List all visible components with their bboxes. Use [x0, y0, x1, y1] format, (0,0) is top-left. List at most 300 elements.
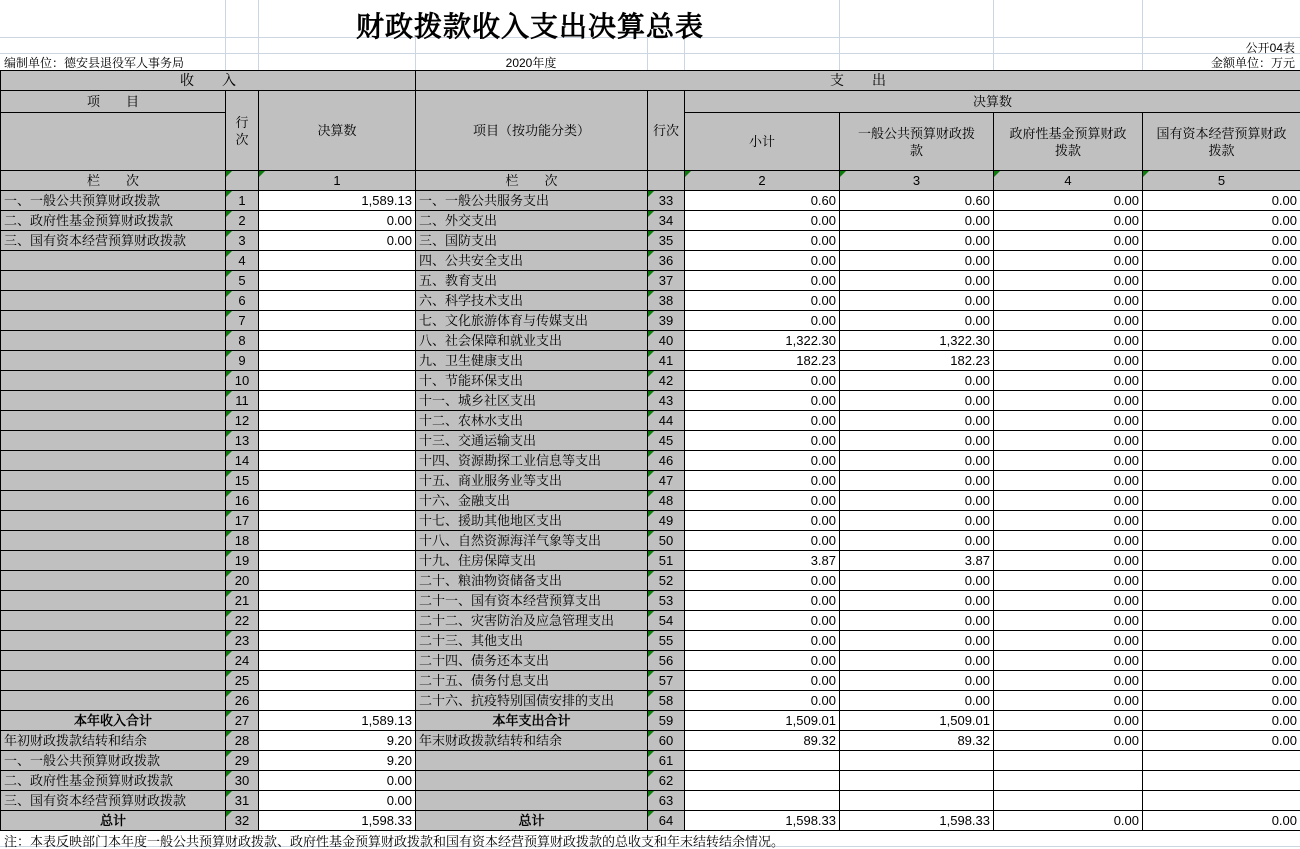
- expense-rowno-cell: 54: [648, 611, 685, 631]
- cell-flag-triangle-icon: [226, 331, 232, 337]
- expense-govfund-cell: 0.00: [994, 671, 1143, 691]
- income-item-cell: [1, 291, 226, 311]
- cell-flag-triangle-icon: [226, 691, 232, 697]
- expense-general-cell: 1,322.30: [840, 331, 994, 351]
- expense-item-cell: 总计: [416, 811, 648, 831]
- expense-statecap-cell: 0.00: [1143, 291, 1300, 311]
- income-rowno-cell: 25: [226, 671, 259, 691]
- expense-statecap-cell: 0.00: [1143, 271, 1300, 291]
- table-row: [1, 711, 1300, 731]
- income-rowno-cell: 14: [226, 451, 259, 471]
- table-row: [1, 271, 1300, 291]
- fiscal-year: 2020年度: [505, 56, 557, 70]
- cell-flag-triangle-icon: [648, 591, 654, 597]
- expense-govfund-cell: 0.00: [994, 331, 1143, 351]
- income-item-cell: [1, 371, 226, 391]
- expense-item-cell: 二十、粮油物资储备支出: [416, 571, 648, 591]
- expense-govfund-cell: 0.00: [994, 491, 1143, 511]
- expense-subtotal-cell: [685, 771, 840, 791]
- expense-govfund-cell: 0.00: [994, 731, 1143, 751]
- income-rowno-cell: 26: [226, 691, 259, 711]
- expense-rowno-cell: 49: [648, 511, 685, 531]
- income-item-cell: 年初财政拨款结转和结余: [1, 731, 226, 751]
- expense-amount-header: 决算数: [685, 91, 1300, 113]
- income-rowno-cell: 28: [226, 731, 259, 751]
- cell-flag-triangle-icon: [226, 591, 232, 597]
- cell-flag-triangle-icon: [994, 171, 1000, 177]
- cell-flag-triangle-icon: [226, 531, 232, 537]
- expense-subtotal-cell: [685, 751, 840, 771]
- income-rowno-cell: 20: [226, 571, 259, 591]
- income-item-cell: [1, 431, 226, 451]
- amount-unit: 金额单位：万元: [1210, 56, 1295, 70]
- gridline: [1142, 0, 1143, 70]
- income-value-cell: 1,598.33: [259, 811, 416, 831]
- income-item-cell: [1, 311, 226, 331]
- expense-statecap-cell: 0.00: [1143, 611, 1300, 631]
- expense-subtotal-cell: 0.00: [685, 411, 840, 431]
- expense-statecap-cell: [1143, 751, 1300, 771]
- gov-fund-header: 政府性基金预算财政拨款: [994, 113, 1143, 171]
- expense-rowno-cell: 52: [648, 571, 685, 591]
- expense-subtotal-cell: 0.00: [685, 391, 840, 411]
- expense-govfund-cell: 0.00: [994, 411, 1143, 431]
- income-rowno-cell: 21: [226, 591, 259, 611]
- expense-govfund-cell: 0.00: [994, 431, 1143, 451]
- expense-subtotal-cell: 0.00: [685, 251, 840, 271]
- expense-rowno-cell: 33: [648, 191, 685, 211]
- income-item-cell: [1, 331, 226, 351]
- expense-item-header: 项目（按功能分类）: [416, 91, 648, 171]
- income-item-cell: [1, 511, 226, 531]
- expense-statecap-cell: 0.00: [1143, 391, 1300, 411]
- expense-item-cell: 三、国防支出: [416, 231, 648, 251]
- expense-item-cell: 十、节能环保支出: [416, 371, 648, 391]
- cell-flag-triangle-icon: [648, 571, 654, 577]
- expense-rowno-cell: 34: [648, 211, 685, 231]
- expense-general-cell: 0.00: [840, 271, 994, 291]
- expense-govfund-cell: 0.00: [994, 611, 1143, 631]
- income-item-cell: [1, 271, 226, 291]
- expense-govfund-cell: 0.00: [994, 351, 1143, 371]
- subtotal-header: 小计: [685, 113, 840, 171]
- footnote: 注：本表反映部门本年度一般公共预算财政拨款、政府性基金预算财政拨款和国有资本经营预算财政拨款的总收支和年末结转结余情况。: [4, 834, 785, 849]
- expense-govfund-cell: [994, 771, 1143, 791]
- expense-item-cell: [416, 771, 648, 791]
- table-row: [1, 551, 1300, 571]
- expense-subtotal-cell: 0.00: [685, 511, 840, 531]
- expense-item-cell: 十三、交通运输支出: [416, 431, 648, 451]
- expense-general-cell: [840, 791, 994, 811]
- table-row: [1, 531, 1300, 551]
- income-rowno-cell: 11: [226, 391, 259, 411]
- cell-flag-triangle-icon: [226, 511, 232, 517]
- cell-flag-triangle-icon: [648, 371, 654, 377]
- cell-flag-triangle-icon: [648, 251, 654, 257]
- expense-rowno-cell: 44: [648, 411, 685, 431]
- table-row: [1, 191, 1300, 211]
- expense-item-cell: 二十一、国有资本经营预算支出: [416, 591, 648, 611]
- cell-flag-triangle-icon: [226, 291, 232, 297]
- expense-general-cell: [840, 771, 994, 791]
- income-value-cell: 0.00: [259, 771, 416, 791]
- compiling-unit: 编制单位：德安县退役军人事务局: [4, 56, 185, 70]
- cell-flag-triangle-icon: [648, 311, 654, 317]
- income-rowno-cell: 5: [226, 271, 259, 291]
- income-rowno-cell: 6: [226, 291, 259, 311]
- expense-general-cell: [840, 751, 994, 771]
- expense-item-cell: 一、一般公共服务支出: [416, 191, 648, 211]
- expense-item-cell: 五、教育支出: [416, 271, 648, 291]
- cell-flag-triangle-icon: [226, 571, 232, 577]
- cell-flag-triangle-icon: [648, 491, 654, 497]
- income-rowno-cell: 10: [226, 371, 259, 391]
- table-row: [1, 771, 1300, 791]
- expense-subtotal-cell: 1,598.33: [685, 811, 840, 831]
- expense-rowno-cell: 40: [648, 331, 685, 351]
- expense-govfund-cell: 0.00: [994, 291, 1143, 311]
- final-accounts-table: [0, 70, 1300, 831]
- table-row: [1, 371, 1300, 391]
- cell-flag-triangle-icon: [648, 731, 654, 737]
- table-row: [1, 491, 1300, 511]
- expense-item-cell: 二十四、债务还本支出: [416, 651, 648, 671]
- expense-general-cell: 0.00: [840, 371, 994, 391]
- expense-subtotal-cell: 0.00: [685, 611, 840, 631]
- table-row: [1, 211, 1300, 231]
- cell-flag-triangle-icon: [648, 431, 654, 437]
- income-rowno-cell: 19: [226, 551, 259, 571]
- expense-statecap-cell: 0.00: [1143, 351, 1300, 371]
- colindex-2-label: 2: [758, 173, 766, 188]
- income-rowno-cell: 16: [226, 491, 259, 511]
- expense-govfund-cell: 0.00: [994, 571, 1143, 591]
- income-item-header-spacer: [1, 113, 226, 171]
- income-item-cell: [1, 691, 226, 711]
- expense-subtotal-cell: 0.00: [685, 291, 840, 311]
- expense-item-cell: 二十六、抗疫特别国债安排的支出: [416, 691, 648, 711]
- expense-statecap-cell: [1143, 771, 1300, 791]
- cell-flag-triangle-icon: [840, 171, 846, 177]
- income-item-cell: [1, 611, 226, 631]
- expense-subtotal-cell: 0.00: [685, 211, 840, 231]
- income-value-cell: [259, 531, 416, 551]
- expense-subtotal-cell: 1,322.30: [685, 331, 840, 351]
- income-item-cell: 一、一般公共预算财政拨款: [1, 751, 226, 771]
- income-value-cell: [259, 251, 416, 271]
- expense-general-cell: 1,598.33: [840, 811, 994, 831]
- income-value-cell: [259, 571, 416, 591]
- expense-subtotal-cell: 3.87: [685, 551, 840, 571]
- cell-flag-triangle-icon: [226, 171, 232, 177]
- income-value-cell: [259, 431, 416, 451]
- expense-rowno-cell: 62: [648, 771, 685, 791]
- table-row: [1, 451, 1300, 471]
- cell-flag-triangle-icon: [648, 191, 654, 197]
- expense-general-cell: 0.60: [840, 191, 994, 211]
- cell-flag-triangle-icon: [648, 451, 654, 457]
- income-rowno-cell: 31: [226, 791, 259, 811]
- expense-govfund-cell: [994, 751, 1143, 771]
- expense-general-cell: 0.00: [840, 291, 994, 311]
- expense-statecap-cell: 0.00: [1143, 251, 1300, 271]
- income-rowno-cell: 18: [226, 531, 259, 551]
- expense-rowno-cell: 36: [648, 251, 685, 271]
- expense-subtotal-cell: 0.00: [685, 471, 840, 491]
- income-item-cell: [1, 651, 226, 671]
- expense-statecap-cell: 0.00: [1143, 531, 1300, 551]
- expense-rowno-cell: 60: [648, 731, 685, 751]
- expense-govfund-cell: [994, 791, 1143, 811]
- expense-statecap-cell: 0.00: [1143, 711, 1300, 731]
- expense-general-cell: 0.00: [840, 391, 994, 411]
- expense-item-cell: 四、公共安全支出: [416, 251, 648, 271]
- income-rowno-header: 行次: [226, 91, 259, 171]
- expense-statecap-cell: 0.00: [1143, 231, 1300, 251]
- colindex-1: [259, 171, 416, 191]
- cell-flag-triangle-icon: [648, 231, 654, 237]
- income-item-header: 项 目: [1, 91, 226, 113]
- cell-flag-triangle-icon: [648, 511, 654, 517]
- income-value-cell: [259, 271, 416, 291]
- expense-statecap-cell: 0.00: [1143, 431, 1300, 451]
- expense-govfund-cell: 0.00: [994, 551, 1143, 571]
- cell-flag-triangle-icon: [648, 791, 654, 797]
- income-colindex-label: 栏 次: [1, 171, 226, 191]
- income-item-cell: [1, 491, 226, 511]
- expense-item-cell: 七、文化旅游体育与传媒支出: [416, 311, 648, 331]
- cell-flag-triangle-icon: [226, 671, 232, 677]
- expense-statecap-cell: 0.00: [1143, 631, 1300, 651]
- cell-flag-triangle-icon: [259, 171, 265, 177]
- cell-flag-triangle-icon: [226, 731, 232, 737]
- income-rowno-cell: 1: [226, 191, 259, 211]
- page-title: 财政拨款收入支出决算总表: [355, 12, 704, 43]
- expense-item-cell: 二十三、其他支出: [416, 631, 648, 651]
- expense-govfund-cell: 0.00: [994, 631, 1143, 651]
- table-row: [1, 571, 1300, 591]
- cell-flag-triangle-icon: [648, 711, 654, 717]
- expense-item-cell: 十七、援助其他地区支出: [416, 511, 648, 531]
- expense-rowno-cell: 53: [648, 591, 685, 611]
- cell-flag-triangle-icon: [226, 371, 232, 377]
- cell-flag-triangle-icon: [226, 491, 232, 497]
- cell-flag-triangle-icon: [226, 791, 232, 797]
- table-row: [1, 651, 1300, 671]
- expense-govfund-cell: 0.00: [994, 651, 1143, 671]
- expense-general-cell: 0.00: [840, 511, 994, 531]
- income-value-cell: 1,589.13: [259, 711, 416, 731]
- expense-rowno-cell: 56: [648, 651, 685, 671]
- table-row: [1, 411, 1300, 431]
- expense-govfund-cell: 0.00: [994, 191, 1143, 211]
- expense-statecap-cell: 0.00: [1143, 211, 1300, 231]
- table-row: [1, 751, 1300, 771]
- expense-item-cell: 八、社会保障和就业支出: [416, 331, 648, 351]
- cell-flag-triangle-icon: [648, 671, 654, 677]
- expense-subtotal-cell: 182.23: [685, 351, 840, 371]
- expense-govfund-cell: 0.00: [994, 811, 1143, 831]
- table-row: [1, 611, 1300, 631]
- income-rowno-cell: 4: [226, 251, 259, 271]
- expense-rowno-cell: 46: [648, 451, 685, 471]
- cell-flag-triangle-icon: [648, 691, 654, 697]
- cell-flag-triangle-icon: [648, 211, 654, 217]
- income-item-cell: [1, 471, 226, 491]
- expense-rowno-cell: 48: [648, 491, 685, 511]
- colindex-3-label: 3: [912, 173, 921, 188]
- cell-flag-triangle-icon: [648, 411, 654, 417]
- expense-statecap-cell: 0.00: [1143, 411, 1300, 431]
- expense-govfund-cell: 0.00: [994, 251, 1143, 271]
- expense-rowno-cell: 42: [648, 371, 685, 391]
- expense-statecap-cell: 0.00: [1143, 571, 1300, 591]
- expense-item-cell: [416, 791, 648, 811]
- table-row: [1, 431, 1300, 451]
- expense-item-cell: 十八、自然资源海洋气象等支出: [416, 531, 648, 551]
- cell-flag-triangle-icon: [226, 471, 232, 477]
- expense-rowno-cell: 45: [648, 431, 685, 451]
- expense-govfund-cell: 0.00: [994, 211, 1143, 231]
- income-value-cell: [259, 651, 416, 671]
- expense-statecap-cell: 0.00: [1143, 511, 1300, 531]
- expense-govfund-cell: 0.00: [994, 511, 1143, 531]
- gridline: [0, 53, 1300, 54]
- expense-rowno-cell: 41: [648, 351, 685, 371]
- cell-flag-triangle-icon: [226, 811, 232, 817]
- income-rowno-cell: 27: [226, 711, 259, 731]
- expense-colindex-label: 栏 次: [416, 171, 648, 191]
- income-value-cell: [259, 331, 416, 351]
- expense-govfund-cell: 0.00: [994, 591, 1143, 611]
- expense-rowno-cell: 57: [648, 671, 685, 691]
- income-rowno-cell: 30: [226, 771, 259, 791]
- table-code: 公开04表: [1245, 41, 1295, 55]
- income-rowno-cell: 29: [226, 751, 259, 771]
- cell-flag-triangle-icon: [226, 311, 232, 317]
- expense-rowno-cell: 47: [648, 471, 685, 491]
- table-row: [1, 231, 1300, 251]
- expense-band-header: 支 出: [416, 71, 1300, 91]
- income-value-cell: [259, 591, 416, 611]
- expense-subtotal-cell: 0.00: [685, 691, 840, 711]
- expense-govfund-cell: 0.00: [994, 691, 1143, 711]
- income-rowno-cell: 9: [226, 351, 259, 371]
- cell-flag-triangle-icon: [226, 771, 232, 777]
- table-row: [1, 291, 1300, 311]
- expense-rowno-cell: 35: [648, 231, 685, 251]
- expense-subtotal-cell: [685, 791, 840, 811]
- expense-item-cell: 十九、住房保障支出: [416, 551, 648, 571]
- income-rowno-cell: 7: [226, 311, 259, 331]
- expense-statecap-cell: 0.00: [1143, 331, 1300, 351]
- income-colindex-rowno-cell: [226, 171, 259, 191]
- expense-subtotal-cell: 0.00: [685, 571, 840, 591]
- cell-flag-triangle-icon: [648, 651, 654, 657]
- expense-item-cell: 二十二、灾害防治及应急管理支出: [416, 611, 648, 631]
- income-value-cell: [259, 451, 416, 471]
- income-item-cell: [1, 631, 226, 651]
- cell-flag-triangle-icon: [226, 391, 232, 397]
- income-value-cell: [259, 311, 416, 331]
- expense-subtotal-cell: 0.00: [685, 271, 840, 291]
- expense-general-cell: 0.00: [840, 571, 994, 591]
- income-item-cell: 二、政府性基金预算财政拨款: [1, 771, 226, 791]
- income-rowno-cell: 8: [226, 331, 259, 351]
- income-value-cell: [259, 551, 416, 571]
- expense-rowno-cell: 64: [648, 811, 685, 831]
- income-value-cell: [259, 611, 416, 631]
- expense-subtotal-cell: 0.00: [685, 631, 840, 651]
- cell-flag-triangle-icon: [226, 451, 232, 457]
- colindex-2: [685, 171, 840, 191]
- colindex-4-label: 4: [1064, 173, 1072, 188]
- expense-general-cell: 89.32: [840, 731, 994, 751]
- expense-item-cell: 十五、商业服务业等支出: [416, 471, 648, 491]
- expense-general-cell: 0.00: [840, 471, 994, 491]
- expense-general-cell: 1,509.01: [840, 711, 994, 731]
- cell-flag-triangle-icon: [685, 171, 691, 177]
- income-value-cell: 1,589.13: [259, 191, 416, 211]
- table-row: [1, 471, 1300, 491]
- cell-flag-triangle-icon: [226, 631, 232, 637]
- expense-item-cell: [416, 751, 648, 771]
- expense-item-cell: 十六、金融支出: [416, 491, 648, 511]
- cell-flag-triangle-icon: [226, 351, 232, 357]
- income-value-cell: 9.20: [259, 751, 416, 771]
- cell-flag-triangle-icon: [226, 751, 232, 757]
- cell-flag-triangle-icon: [226, 191, 232, 197]
- expense-colindex-rowno-cell: [648, 171, 685, 191]
- expense-subtotal-cell: 0.00: [685, 591, 840, 611]
- expense-rowno-cell: 38: [648, 291, 685, 311]
- colindex-5-label: 5: [1217, 173, 1226, 188]
- income-value-cell: [259, 351, 416, 371]
- colindex-3: [840, 171, 994, 191]
- expense-subtotal-cell: 0.00: [685, 651, 840, 671]
- cell-flag-triangle-icon: [648, 291, 654, 297]
- expense-general-cell: 0.00: [840, 651, 994, 671]
- expense-govfund-cell: 0.00: [994, 531, 1143, 551]
- expense-general-cell: 0.00: [840, 671, 994, 691]
- income-value-cell: [259, 371, 416, 391]
- table-row: [1, 691, 1300, 711]
- expense-item-cell: 十四、资源勘探工业信息等支出: [416, 451, 648, 471]
- expense-govfund-cell: 0.00: [994, 391, 1143, 411]
- cell-flag-triangle-icon: [226, 551, 232, 557]
- expense-rowno-header: 行次: [648, 91, 685, 171]
- income-value-cell: [259, 491, 416, 511]
- expense-item-cell: 九、卫生健康支出: [416, 351, 648, 371]
- income-item-cell: 三、国有资本经营预算财政拨款: [1, 791, 226, 811]
- expense-rowno-cell: 55: [648, 631, 685, 651]
- cell-flag-triangle-icon: [226, 611, 232, 617]
- column-index-row: [1, 171, 1300, 191]
- expense-subtotal-cell: 0.00: [685, 311, 840, 331]
- income-item-cell: [1, 451, 226, 471]
- cell-flag-triangle-icon: [648, 631, 654, 637]
- expense-rowno-cell: 61: [648, 751, 685, 771]
- expense-subtotal-cell: 0.00: [685, 671, 840, 691]
- income-item-cell: [1, 251, 226, 271]
- expense-general-cell: 182.23: [840, 351, 994, 371]
- expense-general-cell: 0.00: [840, 591, 994, 611]
- cell-flag-triangle-icon: [648, 471, 654, 477]
- expense-rowno-cell: 58: [648, 691, 685, 711]
- expense-item-cell: 十二、农林水支出: [416, 411, 648, 431]
- income-item-cell: 本年收入合计: [1, 711, 226, 731]
- expense-govfund-cell: 0.00: [994, 451, 1143, 471]
